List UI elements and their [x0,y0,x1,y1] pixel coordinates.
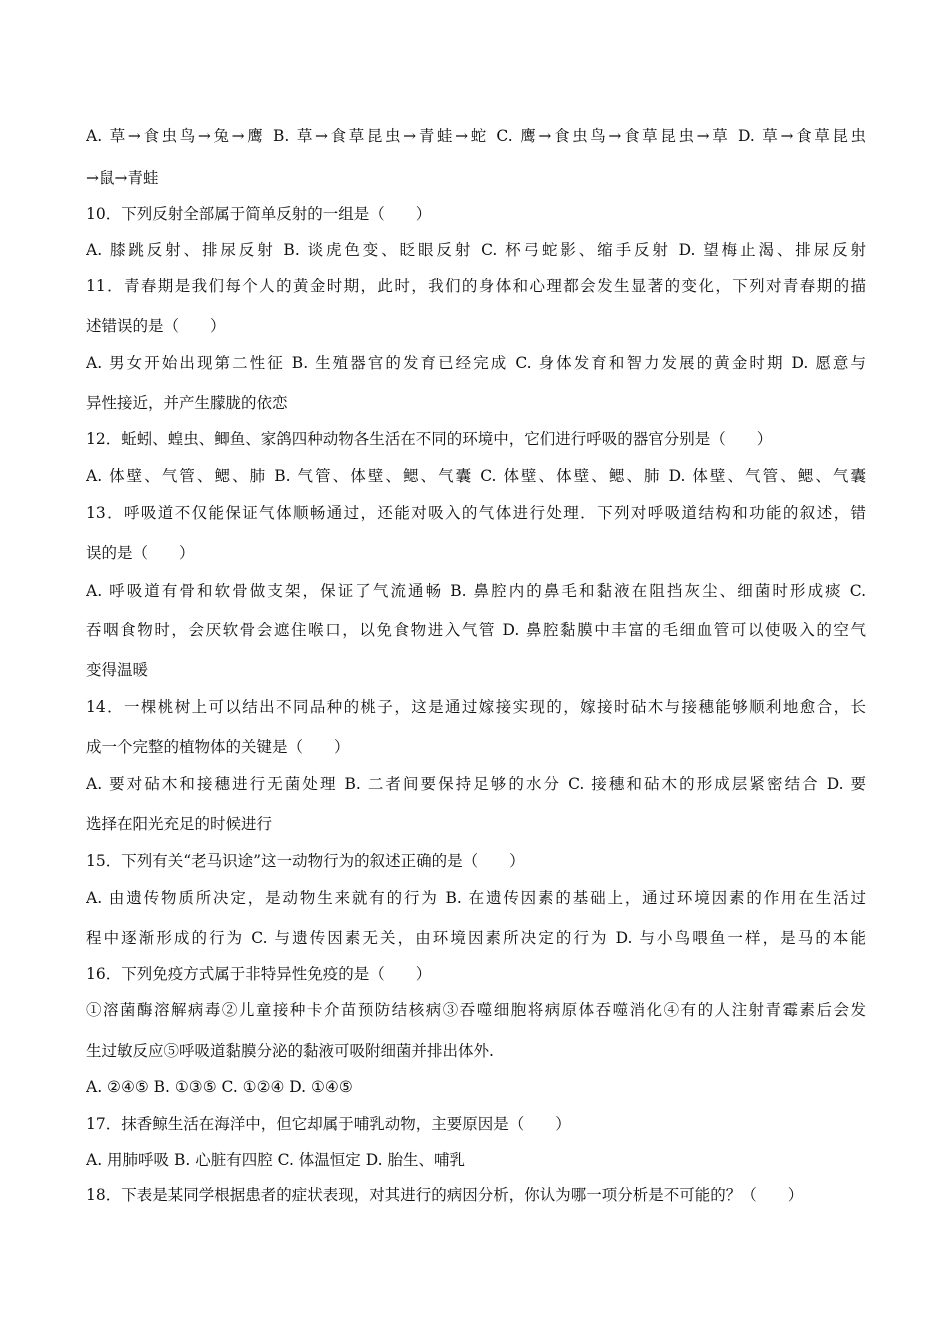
q13-options-line-1: A. 呼吸道有骨和软骨做支架，保证了气流通畅 B. 鼻腔内的鼻毛和黏液在阻挡灰尘、细菌时形成痰 C. [86,582,866,600]
q11-options-line-1: A. 男女开始出现第二性征 B. 生殖器官的发育已经完成 C. 身体发育和智力发展的黄金时期 D. 愿意与 [86,354,866,372]
q12-options: A. 体壁、气管、鳃、肺 B. 气管、体壁、鳃、气囊 C. 体壁、体壁、鳃、肺 D. 体壁、气管、鳃、气囊 [86,467,866,485]
q13-question-line-1: 13．呼吸道不仅能保证气体顺畅通过，还能对吸入的气体进行处理．下列对呼吸道结构和功能的叙述，错 [86,504,866,522]
q9-options-line-2: →鼠→青蛙 [86,169,159,187]
q14-question-line-1: 14．一棵桃树上可以结出不同品种的桃子，这是通过嫁接实现的，嫁接时砧木与接穗能够顺利地愈合，长 [86,698,866,716]
q12-question: 12．蚯蚓、蝗虫、鲫鱼、家鸽四种动物各生活在不同的环境中，它们进行呼吸的器官分别是（ ） [86,430,773,448]
q16-items-line-2: 生过敏反应⑤呼吸道黏膜分泌的黏液可吸附细菌并排出体外. [86,1042,494,1060]
q17-options: A. 用肺呼吸 B. 心脏有四腔 C. 体温恒定 D. 胎生、哺乳 [86,1151,465,1169]
q9-options-line-1: A. 草→食虫鸟→兔→鹰 B. 草→食草昆虫→青蛙→蛇 C. 鹰→食虫鸟→食草昆虫→草 D. 草→食草昆虫 [86,127,866,145]
q17-question: 17．抹香鲸生活在海洋中，但它却属于哺乳动物，主要原因是（ ） [86,1115,571,1133]
q11-question-line-1: 11．青春期是我们每个人的黄金时期，此时，我们的身体和心理都会发生显著的变化，下列对青春期的描 [86,277,866,295]
q14-question-line-2: 成一个完整的植物体的关键是（ ） [86,738,350,756]
q16-options: A. ②④⑤ B. ①③⑤ C. ①②④ D. ①④⑤ [86,1078,353,1096]
q11-options-line-2: 异性接近，并产生朦胧的依恋 [86,394,288,412]
q14-options-line-1: A. 要对砧木和接穗进行无菌处理 B. 二者间要保持足够的水分 C. 接穗和砧木的形成层紧密结合 D. 要 [86,775,866,793]
q13-options-line-3: 变得温暖 [86,661,149,679]
q10-question: 10．下列反射全部属于简单反射的一组是（ ） [86,205,432,223]
q11-question-line-2: 述错误的是（ ） [86,317,226,335]
q16-question: 16．下列免疫方式属于非特异性免疫的是（ ） [86,965,432,983]
q18-question: 18．下表是某同学根据患者的症状表现，对其进行的病因分析，你认为哪一项分析是不可能的？（ ） [86,1186,804,1204]
q10-options: A. 膝跳反射、排尿反射 B. 谈虎色变、眨眼反射 C. 杯弓蛇影、缩手反射 D. 望梅止渴、排尿反射 [86,241,866,259]
q15-options-line-2: 程中逐渐形成的行为 C. 与遗传因素无关，由环境因素所决定的行为 D. 与小鸟喂鱼一样，是马的本能 [86,929,866,947]
q13-question-line-2: 误的是（ ） [86,544,195,562]
q16-items-line-1: ①溶菌酶溶解病毒②儿童接种卡介苗预防结核病③吞噬细胞将病原体吞噬消化④有的人注射青霉素后会发 [86,1001,866,1019]
q14-options-line-2: 选择在阳光充足的时候进行 [86,815,273,833]
q13-options-line-2: 吞咽食物时，会厌软骨会遮住喉口，以免食物进入气管 D. 鼻腔黏膜中丰富的毛细血管可以使吸入的空气 [86,621,866,639]
q15-question: 15．下列有关“老马识途”这一动物行为的叙述正确的是（ ） [86,852,525,870]
q15-options-line-1: A. 由遗传物质所决定，是动物生来就有的行为 B. 在遗传因素的基础上，通过环境因素的作用在生活过 [86,889,866,907]
